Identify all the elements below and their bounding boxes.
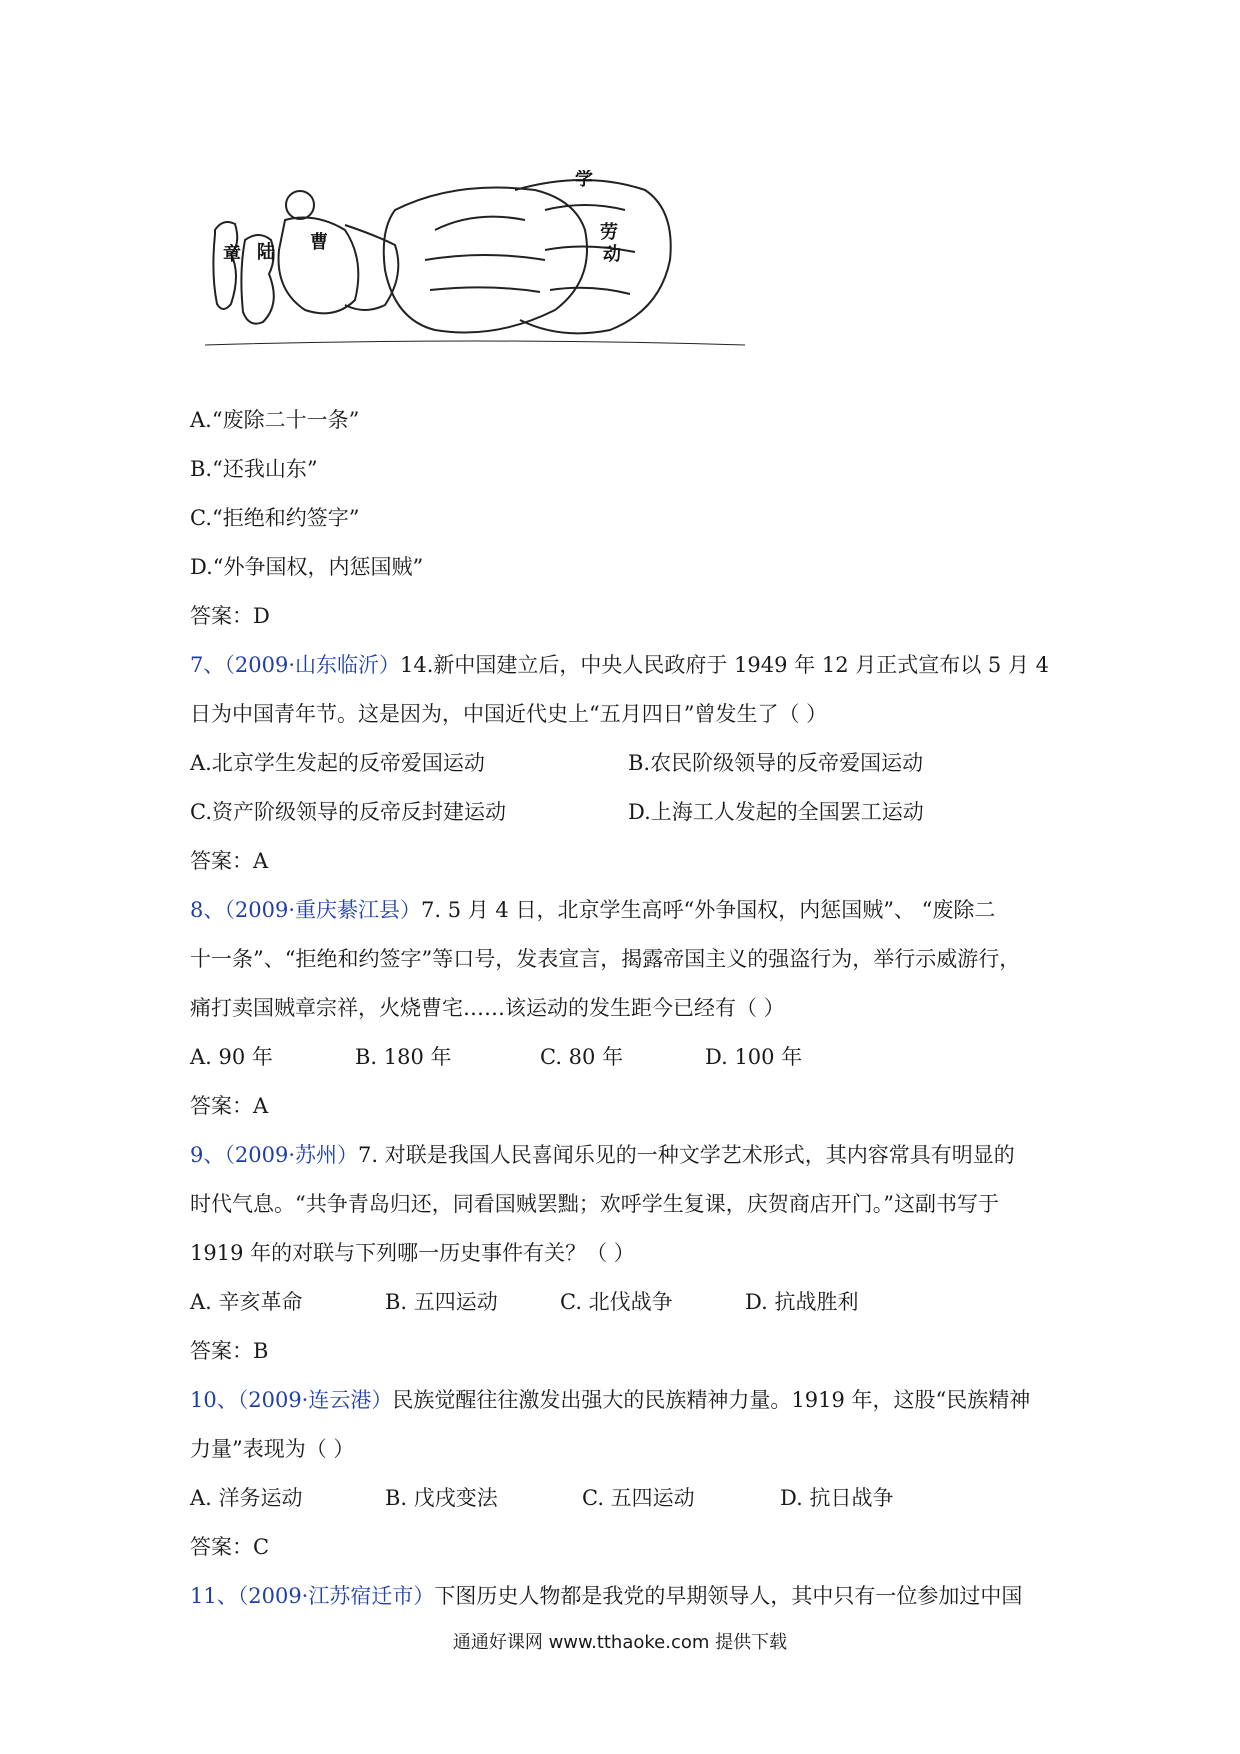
q7-option-c: C.资产阶级领导的反帝反封建运动 — [190, 800, 506, 824]
q10-line1 — [190, 1385, 1030, 1415]
q10-source: （2009·连云港） — [237, 1388, 393, 1412]
q10-option-b: B. 戊戌变法 — [385, 1486, 498, 1510]
q10-option-a: A. 洋务运动 — [190, 1486, 303, 1510]
q10-number: 10、 — [190, 1388, 238, 1412]
q8-line2: 十一条”、“拒绝和约签字”等口号，发表宣言，揭露帝国主义的强盗行为，举行示威游行， — [190, 947, 1021, 971]
q9-source: （2009·苏州） — [224, 1143, 358, 1167]
q11-number: 11、 — [190, 1584, 238, 1608]
q10-line2: 力量”表现为（ ） — [190, 1437, 355, 1461]
q8-number: 8、 — [190, 898, 225, 922]
cartoon-label: 学 — [575, 170, 593, 190]
q9-text: 7. 对联是我国人民喜闻乐见的一种文学艺术形式，其内容常具有明显的 — [358, 1143, 1015, 1167]
q9-option-d: D. 抗战胜利 — [745, 1290, 859, 1314]
q10-option-d: D. 抗日战争 — [780, 1486, 894, 1510]
q6-option-c: C.“拒绝和约签字” — [190, 506, 360, 530]
cartoon-label: 曹 — [310, 232, 328, 253]
q7-option-d: D.上海工人发起的全国罢工运动 — [628, 800, 924, 824]
q8-option-c: C. 80 年 — [540, 1045, 624, 1069]
q8-option-b: B. 180 年 — [355, 1045, 452, 1069]
cartoon-illustration — [205, 170, 745, 350]
cartoon-label: 动 — [603, 244, 621, 265]
q7-line2: 日为中国青年节。这是因为，中国近代史上“五月四日”曾发生了（ ） — [190, 702, 828, 726]
q7-number: 7、 — [190, 653, 225, 677]
cartoon-label: 章 — [223, 244, 241, 265]
q11-line1 — [190, 1581, 1022, 1611]
q8-source: （2009·重庆綦江县） — [224, 898, 421, 922]
q11-source: （2009·江苏宿迁市） — [237, 1584, 435, 1608]
q9-answer: 答案：B — [190, 1339, 269, 1363]
q6-answer: 答案：D — [190, 604, 270, 628]
q7-text: 14.新中国建立后，中央人民政府于 1949 年 12 月正式宣布以 5 月 4 — [400, 653, 1050, 677]
q8-option-a: A. 90 年 — [190, 1045, 273, 1069]
q9-line2: 时代气息。“共争青岛归还，同看国贼罢黜；欢呼学生复课，庆贺商店开门。”这副书写于 — [190, 1192, 999, 1216]
cartoon-label: 劳 — [600, 222, 618, 243]
cartoon-label: 陆 — [257, 242, 275, 263]
q7-answer: 答案：A — [190, 849, 269, 873]
page-footer: 通通好课网 www.tthaoke.com 提供下载 — [452, 1632, 788, 1653]
q8-line1 — [190, 895, 995, 925]
q6-option-b: B.“还我山东” — [190, 457, 318, 481]
q11-text: 下图历史人物都是我党的早期领导人，其中只有一位参加过中国 — [434, 1584, 1023, 1608]
q7-line1 — [190, 650, 1049, 680]
q9-option-c: C. 北伐战争 — [560, 1290, 673, 1314]
q8-text: 7. 5 月 4 日，北京学生高呼“外争国权，内惩国贼”、 “废除二 — [421, 898, 996, 922]
q7-option-a: A.北京学生发起的反帝爱国运动 — [190, 751, 485, 775]
q10-text: 民族觉醒往往激发出强大的民族精神力量。1919 年，这股“民族精神 — [392, 1388, 1031, 1412]
q8-option-d: D. 100 年 — [705, 1045, 803, 1069]
q7-source: （2009·山东临沂） — [224, 653, 400, 677]
q10-answer: 答案：C — [190, 1535, 270, 1559]
q6-option-d: D.“外争国权，内惩国贼” — [190, 555, 424, 579]
q7-option-b: B.农民阶级领导的反帝爱国运动 — [628, 751, 924, 775]
q9-line1 — [190, 1140, 1015, 1170]
q6-option-a: A.“废除二十一条” — [190, 408, 360, 432]
q9-line3: 1919 年的对联与下列哪一历史事件有关？（ ） — [190, 1241, 635, 1265]
q8-answer: 答案：A — [190, 1094, 269, 1118]
q10-option-c: C. 五四运动 — [582, 1486, 695, 1510]
q9-number: 9、 — [190, 1143, 225, 1167]
q8-line3: 痛打卖国贼章宗祥，火烧曹宅……该运动的发生距今已经有（ ） — [190, 996, 785, 1020]
q9-option-b: B. 五四运动 — [385, 1290, 498, 1314]
q9-option-a: A. 辛亥革命 — [190, 1290, 303, 1314]
